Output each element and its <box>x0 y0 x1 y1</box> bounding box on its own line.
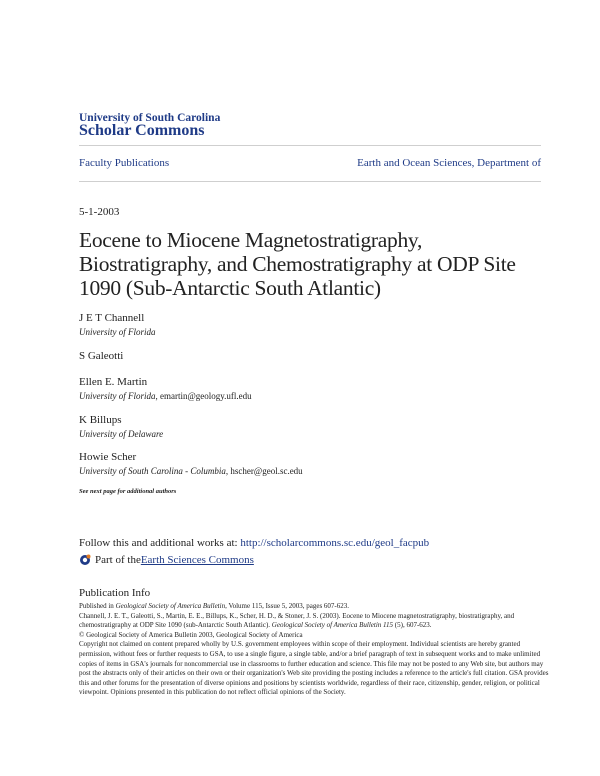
part-of-line <box>79 554 254 566</box>
repository-name[interactable]: Scholar Commons <box>79 122 205 139</box>
author-name: Ellen E. Martin <box>79 376 148 388</box>
citation: Channell, J. E. T., Galeotti, S., Martin, E. E., Billups, K., Scher, H. D., & Stoner, J. S. (2003). Eocene to Miocene magnetostratigraphy, biostratigraphy, and chemostratigraphy at ODP Site 1090 (sub-Antarctic South Atlantic). Geological Society of America Bulletin 115 (5), 607-623. <box>79 611 515 630</box>
network-icon <box>79 554 91 566</box>
publication-info-heading: Publication Info <box>79 587 151 599</box>
department-link[interactable]: Earth and Ocean Sciences, Department of <box>357 157 541 169</box>
author-name: S Galeotti <box>79 350 124 362</box>
author-name: K Billups <box>79 414 122 426</box>
author-affiliation: University of Florida, emartin@geology.ufl.edu <box>79 391 252 401</box>
earth-sciences-commons-link[interactable]: Earth Sciences Commons <box>140 554 254 566</box>
follow-text: Follow this and additional works at: <box>79 537 241 549</box>
author-name: J E T Channell <box>79 312 145 324</box>
institution-name[interactable]: University of South Carolina <box>79 112 221 124</box>
author-name: Howie Scher <box>79 451 137 463</box>
published-in: Published in Geological Society of America Bulletin, Volume 115, Issue 5, 2003, pages 607-623. <box>79 602 349 610</box>
publication-date: 5-1-2003 <box>79 206 120 218</box>
repository-url-link[interactable]: http://scholarcommons.sc.edu/geol_facpub <box>240 537 430 549</box>
top-divider <box>79 145 541 146</box>
author-affiliation: University of South Carolina - Columbia, hscher@geol.sc.edu <box>79 466 303 476</box>
author-affiliation: University of Florida <box>79 327 156 337</box>
author-affiliation: University of Delaware <box>79 429 164 439</box>
nav-divider <box>79 181 541 182</box>
publication-info-body <box>79 602 549 698</box>
article-title: Eocene to Miocene Magnetostratigraphy, Biostratigraphy, and Chemostratigraphy at ODP Site 1090 (Sub-Antarctic South Atlantic) <box>79 228 516 300</box>
part-of-text: Part of the <box>95 554 141 566</box>
copyright-notice: Copyright not claimed on content prepared wholly by U.S. government employees within scope of their employment. Individual scientists are hereby granted permission, without fees or further requests to GSA, to use a single figure, a single table, and/or a brief paragraph of text in subsequent works and to make unlimited copies of items in GSA's journals for noncommercial use in classrooms to further education and science. This file may not be posted to any Web site, but authors may post the abstracts only of their articles on their own or their organization's Web site providing the posting includes a reference to the article's full citation. GSA provides this and other forums for the presentation of diverse opinions and positions by scientists worldwide, regardless of their race, citizenship, gender, religion, or political viewpoint. Opinions presented in this publication do not reflect official opinions of the Society. <box>79 640 549 697</box>
see-next-page-note: See next page for additional authors <box>79 488 177 495</box>
faculty-publications-link[interactable]: Faculty Publications <box>79 157 170 169</box>
follow-line <box>79 537 429 549</box>
copyright-line: © Geological Society of America Bulletin 2003, Geological Society of America <box>79 630 303 639</box>
